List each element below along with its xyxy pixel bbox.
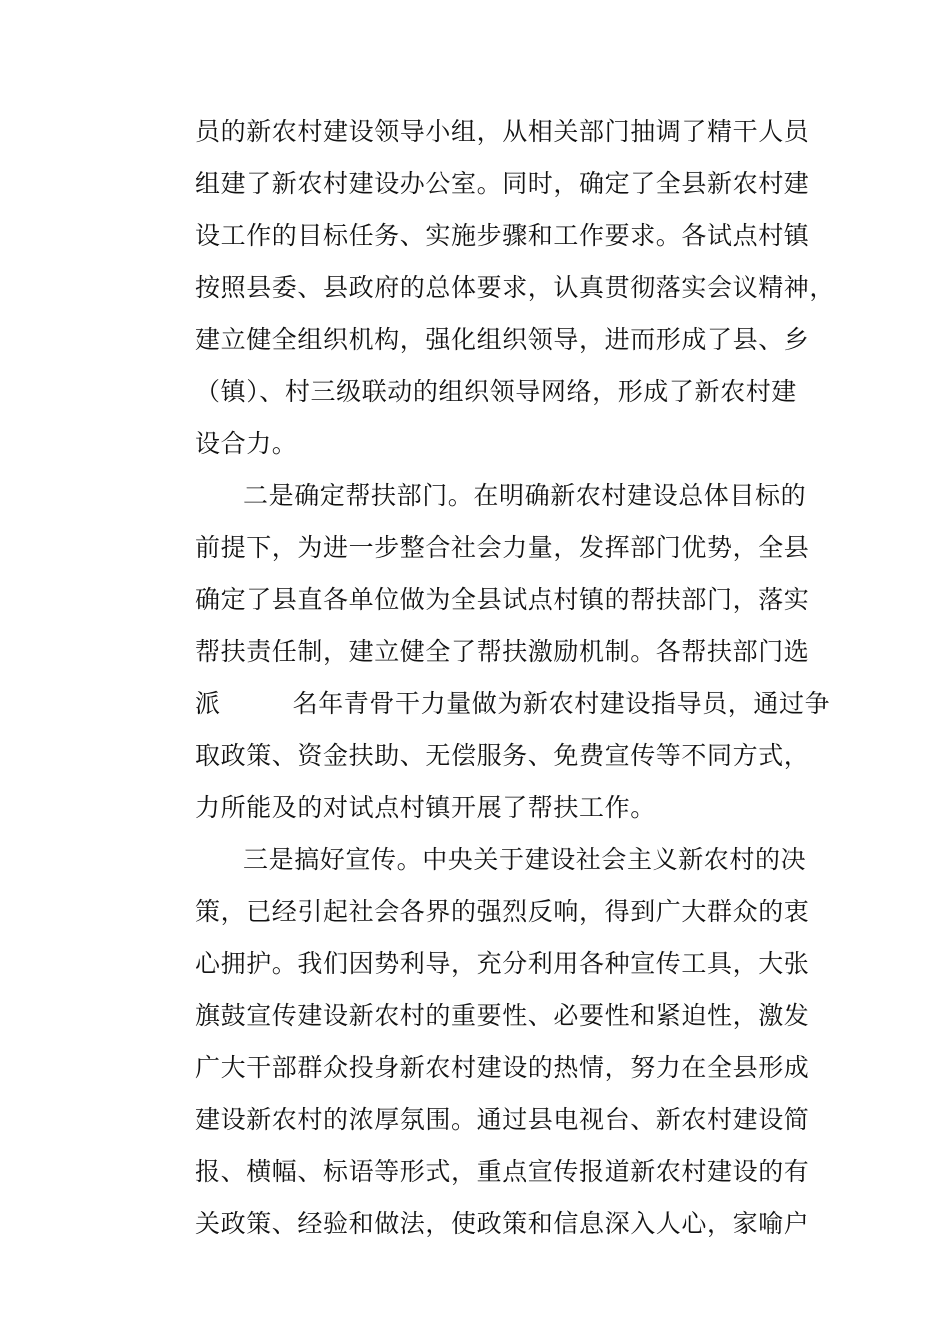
paragraph-1-line-5: 建立健全组织机构，强化组织领导，进而形成了县、乡: [195, 325, 810, 354]
paragraph-3-line-2: 策，已经引起社会各界的强烈反响，得到广大群众的衷: [195, 897, 810, 926]
paragraph-2-line-5-rest: 名年青骨干力量做为新农村建设指导员，通过争: [292, 689, 831, 718]
paragraph-2-line-7: 力所能及的对试点村镇开展了帮扶工作。: [195, 793, 656, 822]
paragraph-3-line-3: 心拥护。我们因势利导，充分利用各种宣传工具，大张: [195, 949, 810, 978]
paragraph-3-line-8: 关政策、经验和做法，使政策和信息深入人心，家喻户: [195, 1209, 810, 1238]
paragraph-3-line-5: 广大干部群众投身新农村建设的热情，努力在全县形成: [195, 1053, 810, 1082]
paragraph-3-line-6: 建设新农村的浓厚氛围。通过县电视台、新农村建设简: [195, 1105, 810, 1134]
paragraph-3-line-4: 旗鼓宣传建设新农村的重要性、必要性和紧迫性，激发: [195, 1001, 810, 1030]
paragraph-3-line-1: 三是搞好宣传。中央关于建设社会主义新农村的决: [243, 845, 807, 874]
paragraph-1-line-4: 按照县委、县政府的总体要求，认真贯彻落实会议精神，: [195, 273, 836, 302]
paragraph-3-line-7: 报、横幅、标语等形式，重点宣传报道新农村建设的有: [195, 1157, 810, 1186]
paragraph-1-line-6: （镇）、村三级联动的组织领导网络，形成了新农村建: [195, 377, 797, 406]
paragraph-2-line-1: 二是确定帮扶部门。在明确新农村建设总体目标的: [243, 481, 807, 510]
paragraph-2-line-6: 取政策、资金扶助、无偿服务、免费宣传等不同方式，: [195, 741, 810, 770]
paragraph-1-line-3: 设工作的目标任务、实施步骤和工作要求。各试点村镇: [195, 221, 810, 250]
paragraph-2-line-2: 前提下，为进一步整合社会力量，发挥部门优势，全县: [195, 533, 810, 562]
paragraph-2-line-5-start: 派: [195, 689, 221, 718]
paragraph-2-line-4: 帮扶责任制，建立健全了帮扶激励机制。各帮扶部门选: [195, 637, 810, 666]
paragraph-2-line-5: [195, 680, 830, 727]
paragraph-1-line-1: 员的新农村建设领导小组，从相关部门抽调了精干人员: [195, 117, 810, 146]
paragraph-1-line-2: 组建了新农村建设办公室。同时，确定了全县新农村建: [195, 169, 810, 198]
paragraph-1-line-7: 设合力。: [195, 429, 298, 458]
paragraph-2-line-3: 确定了县直各单位做为全县试点村镇的帮扶部门，落实: [195, 585, 810, 614]
